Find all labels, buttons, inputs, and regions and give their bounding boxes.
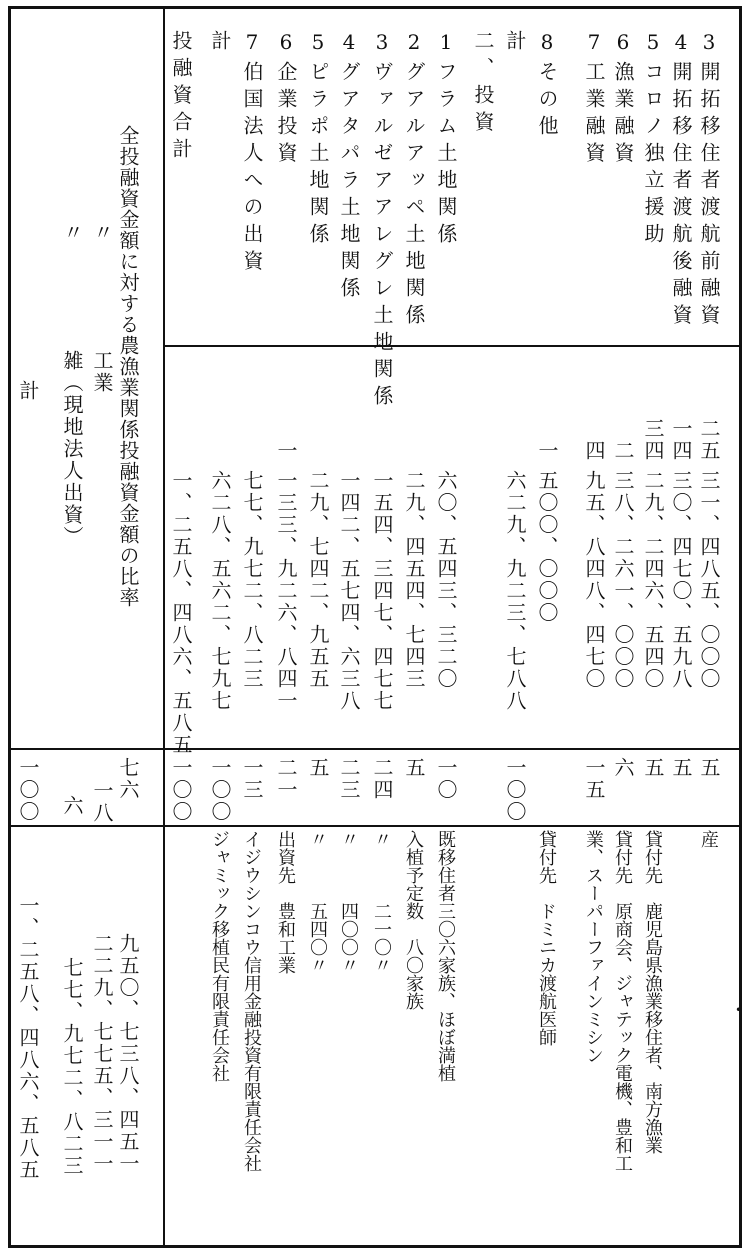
column-count: 一 <box>535 440 559 462</box>
ink-dot: • <box>735 1003 743 1017</box>
column-note: ジャミック移植民有限責任会社 <box>209 830 230 1082</box>
column-amount: 六〇、五四三、三二〇 <box>434 470 458 690</box>
column-percent: 一五 <box>582 757 606 801</box>
column-percent: 二三 <box>337 757 361 801</box>
column-percent: 五 <box>306 757 330 779</box>
column-label: 7工業融資 <box>582 30 606 169</box>
ratio-pct: 七六 <box>116 757 140 801</box>
column-percent: 二一 <box>274 757 298 801</box>
column-label: 4グアタパラ土地関係 <box>337 30 361 304</box>
column-amount: 七七、九七二、八二三 <box>240 470 264 690</box>
ratio-pct: 六 <box>60 795 84 817</box>
column-percent: 五 <box>697 757 721 779</box>
column-label: 3開拓移住者渡航前融資 <box>697 30 721 331</box>
column-percent: 一〇〇 <box>169 757 193 823</box>
column-label: 5ピラポ土地関係 <box>306 30 330 250</box>
column-label: 3ヴァルゼアアレグレ土地関係 <box>370 30 394 412</box>
column-label: 計 <box>208 30 232 57</box>
column-percent: 六 <box>611 757 635 779</box>
column-amount: 一四二、五七四、六三八 <box>337 470 361 712</box>
column-label: 1フラム土地関係 <box>434 30 458 250</box>
column-label: 投融資合計 <box>169 30 193 165</box>
column-note: 産 <box>698 830 719 848</box>
column-amount: 三八、二六一、〇〇〇 <box>611 470 635 690</box>
column-amount: 六二九、九二三、七八八 <box>503 470 527 712</box>
ratio-amount: 一、二五八、四八六、五八五 <box>16 895 40 1181</box>
column-percent: 五 <box>402 757 426 779</box>
ratio-label-total: 計 <box>16 380 40 402</box>
column-count: 一 <box>274 440 298 462</box>
ratio-label-industry: 工業 <box>90 350 114 394</box>
divider-ratio <box>163 6 165 1248</box>
column-amount: 一、二五八、四八六、五八五 <box>169 470 193 756</box>
column-label: 7伯国法人への出資 <box>240 30 264 277</box>
column-note: 貸付先 鹿児島県漁業移住者、南方漁業 <box>642 830 663 1154</box>
divider-pct <box>8 748 742 750</box>
divider-header <box>163 345 742 347</box>
ratio-amount: 七七、九七二、八二三 <box>60 957 84 1177</box>
column-note: イジウシンコウ信用金融投資有限責任会社 <box>241 830 262 1172</box>
column-count: 二五 <box>697 418 721 462</box>
column-percent: 五 <box>669 757 693 779</box>
ratio-amount: 二二九、七七五、三一一 <box>90 933 114 1175</box>
column-percent: 一三 <box>240 757 264 801</box>
column-label: 二、投資 <box>471 30 495 138</box>
column-label: 6企業投資 <box>274 30 298 169</box>
column-note: 〃 五四〇〃 <box>307 830 328 974</box>
column-amount: 二九、二四六、五四〇 <box>641 470 665 690</box>
column-amount: 一五四、三四七、四七七 <box>370 470 394 712</box>
ratio-label-misc: 雑（現地法人出資） <box>60 350 84 548</box>
column-note: 既移住者三〇六家族、ほぼ満植 <box>435 830 456 1082</box>
column-count: 三四 <box>641 418 665 462</box>
column-note: 業、スーパーファインミシン <box>583 830 604 1064</box>
column-label: 5コロノ独立援助 <box>641 30 665 250</box>
ditto-mark: 〃 <box>60 222 84 244</box>
column-note: 〃 四〇〇〃 <box>338 830 359 974</box>
ratio-title: 全投融資金額に対する農漁業関係投融資金額の比率 <box>116 125 140 608</box>
divider-notes <box>8 825 742 827</box>
column-note: 貸付先 原商会、ジャテック電機、豊和工 <box>612 830 633 1172</box>
column-amount: 六二八、五六二、七九七 <box>208 470 232 712</box>
column-count: 一四 <box>669 418 693 462</box>
ditto-mark: 〃 <box>90 222 114 244</box>
column-note: 貸付先 ドミニカ渡航医師 <box>536 830 557 1046</box>
column-percent: 一〇〇 <box>503 757 527 823</box>
column-amount: 五〇〇、〇〇〇 <box>535 470 559 624</box>
column-label: 2グアルアッペ土地関係 <box>402 30 426 331</box>
column-amount: 一三三、九二六、八四一 <box>274 470 298 712</box>
column-label: 6漁業融資 <box>611 30 635 169</box>
column-count: 二 <box>611 440 635 462</box>
column-amount: 三一、四八五、〇〇〇 <box>697 470 721 690</box>
column-count: 四 <box>582 440 606 462</box>
column-percent: 一〇 <box>434 757 458 801</box>
column-percent: 五 <box>641 757 665 779</box>
column-percent: 一〇〇 <box>208 757 232 823</box>
ratio-pct: 一八 <box>90 780 114 824</box>
column-label: 計 <box>503 30 527 57</box>
column-amount: 二九、七四二、九五五 <box>306 470 330 690</box>
column-percent: 二四 <box>370 757 394 801</box>
column-note: 〃 二一〇〃 <box>371 830 392 974</box>
ratio-pct: 一〇〇 <box>16 757 40 823</box>
column-label: 4開拓移住者渡航後融資 <box>669 30 693 331</box>
column-amount: 二九、四五四、七四三 <box>402 470 426 690</box>
column-amount: 九五、八四八、四七〇 <box>582 470 606 690</box>
column-note: 入植予定数 八〇家族 <box>403 830 424 1010</box>
ratio-amount: 九五〇、七三八、四五一 <box>116 933 140 1175</box>
column-amount: 三〇、四七〇、五九八 <box>669 470 693 690</box>
column-label: 8その他 <box>535 30 559 142</box>
column-note: 出資先 豊和工業 <box>275 830 296 974</box>
